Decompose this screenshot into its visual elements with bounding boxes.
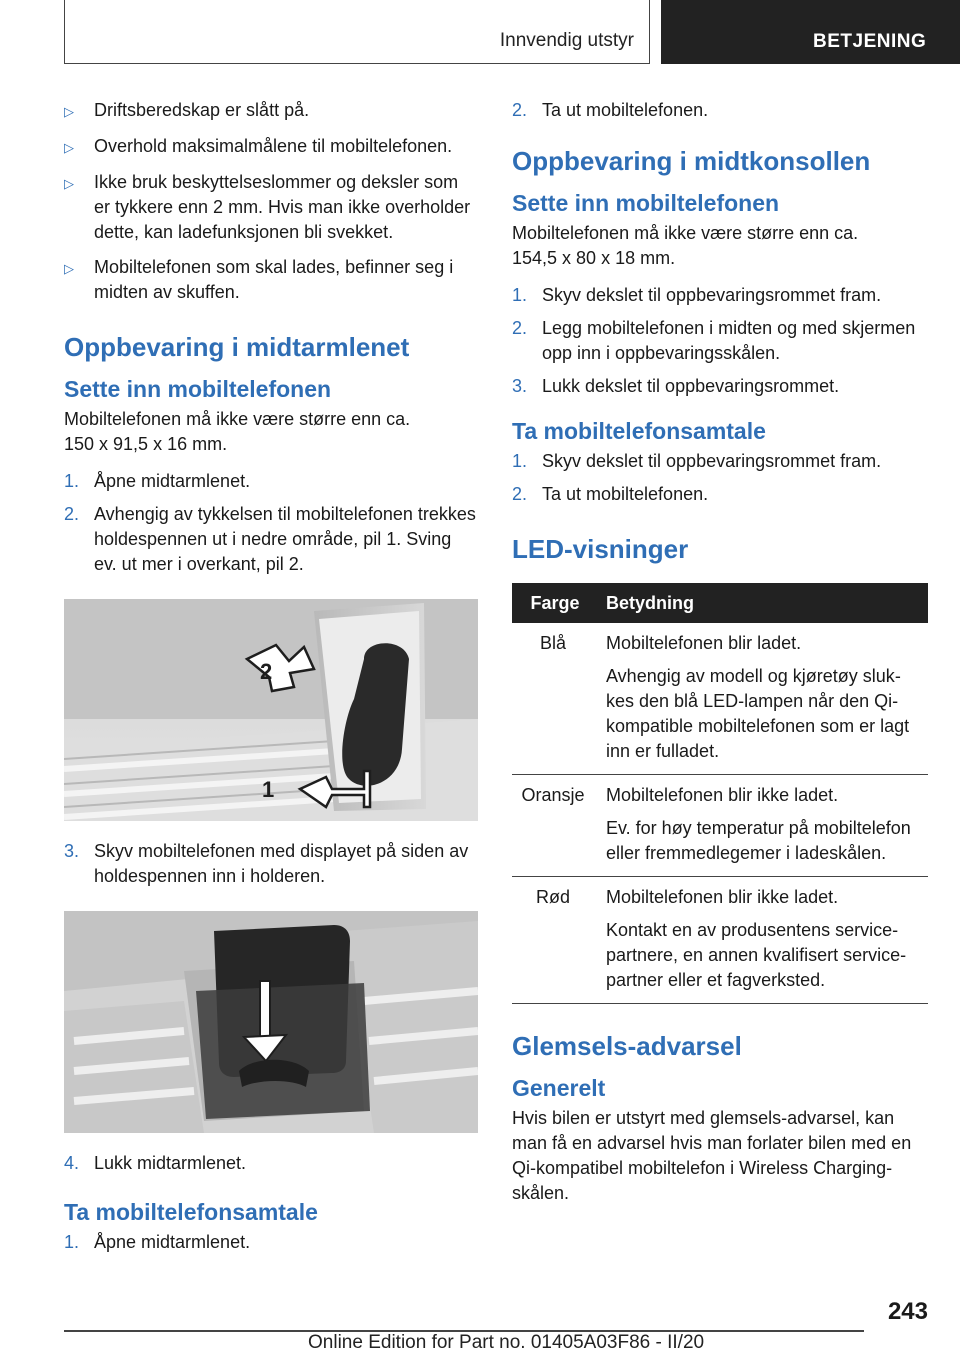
led-table xyxy=(512,583,928,1004)
heading-phone-call: Ta mobiltelefonsamtale xyxy=(512,418,766,444)
heading-center-console: Oppbevaring i midtkonsollen xyxy=(512,146,871,176)
list-item: ▷ Overhold maksimalmålene til mobiltelefonen. xyxy=(64,134,478,160)
color-cell: Blå xyxy=(512,623,598,775)
armrest-holder-figure xyxy=(64,599,478,821)
size-note: Mobiltelefonen må ikke være større enn ca. 154,5 x 80 x 18 mm. xyxy=(512,223,859,268)
chapter-label: BETJENING xyxy=(813,31,927,52)
step-item: 2. Avhengig av tykkelsen til mobiltelefonen trekkes holdespennen ut i nedre område, pil 1. Sving ev. ut mer i overkant, pil 2. xyxy=(64,504,476,574)
column-header-meaning: Betydning xyxy=(598,583,928,623)
triangle-bullet-icon: ▷ xyxy=(64,176,74,191)
color-cell: Rød xyxy=(512,877,598,1004)
meaning-cell: Mobiltelefonen blir ikke ladet. Kontakt en av produsentens servicepartnere, en annen kvalifisert servicepartner eller et fagverksted. xyxy=(598,877,928,1004)
left-column xyxy=(64,98,478,1263)
right-column xyxy=(512,98,928,1218)
arrow-label-2: 2 xyxy=(260,659,273,684)
meaning-cell: Mobiltelefonen blir ikke ladet. Ev. for høy temperatur på mobiltelefon eller fremmedlegemer i ladeskålen. xyxy=(598,775,928,877)
meaning-cell: Mobiltelefonen blir ladet. Avhengig av modell og kjøretøy slukkes den blå LED-lampen når den Qi-kompatible mobiltelefonen som er lagt inn er fulladet. xyxy=(598,623,928,775)
heading-general: Generelt xyxy=(512,1075,606,1101)
heading-led: LED-visninger xyxy=(512,534,689,564)
arrow-label-1: 1 xyxy=(262,777,275,802)
table-header-row xyxy=(512,583,928,623)
heading-armrest: Oppbevaring i midtarmlenet xyxy=(64,332,410,362)
triangle-bullet-icon: ▷ xyxy=(64,261,74,276)
header-chapter-tab xyxy=(661,0,960,64)
heading-phone-call: Ta mobiltelefonsamtale xyxy=(64,1199,318,1225)
step-item: 3. Lukk dekslet til oppbevaringsrommet. xyxy=(512,376,840,396)
column-header-color: Farge xyxy=(512,583,598,623)
header-section-title: Innvendig utstyr xyxy=(499,30,634,51)
page-number: 243 xyxy=(887,1298,928,1325)
table-row xyxy=(512,623,928,775)
heading-insert-phone: Sette inn mobiltelefonen xyxy=(512,190,780,216)
table-row xyxy=(512,877,928,1004)
heading-insert-phone: Sette inn mobiltelefonen xyxy=(64,376,332,402)
phone-holder-illustration xyxy=(64,911,478,1133)
list-item: ▷ Driftsberedskap er slått på. xyxy=(64,98,478,124)
bullet-list xyxy=(64,98,478,305)
step-item: 3. Skyv mobiltelefonen med displayet på siden av holdespennen inn i holderen. xyxy=(64,841,469,886)
size-note: Mobiltelefonen må ikke være større enn ca. 150 x 91,5 x 16 mm. xyxy=(64,409,411,454)
triangle-bullet-icon: ▷ xyxy=(64,140,74,155)
step-item: 1. Åpne midtarmlenet. xyxy=(64,471,251,491)
color-cell: Oransje xyxy=(512,775,598,877)
step-item: 2. Ta ut mobiltelefonen. xyxy=(512,484,709,504)
step-item: 1. Skyv dekslet til oppbevaringsrommet fram. xyxy=(512,285,882,305)
phone-insert-figure xyxy=(64,911,478,1133)
heading-forget-warning: Glemsels-advarsel xyxy=(512,1031,742,1061)
table-row xyxy=(512,775,928,877)
triangle-bullet-icon: ▷ xyxy=(64,104,74,119)
step-item: 2. Ta ut mobiltelefonen. xyxy=(512,100,709,120)
edition-note: Online Edition for Part no. 01405A03F86 - II/20 xyxy=(308,1332,705,1353)
forget-warning-text: Hvis bilen er utstyrt med glemsels-advarsel, kan man få en advarsel hvis man forlater bilen med en Qi-kompatibel mobiltelefon i Wireless Charging-skålen. xyxy=(512,1108,912,1203)
page-header xyxy=(0,0,960,66)
step-item: 2. Legg mobiltelefonen i midten og med skjermen opp inn i oppbevaringsskålen. xyxy=(512,318,916,363)
armrest-illustration xyxy=(64,599,478,821)
step-item: 1. Åpne midtarmlenet. xyxy=(64,1232,251,1252)
step-item: 1. Skyv dekslet til oppbevaringsrommet fram. xyxy=(512,451,882,471)
list-item: ▷ Ikke bruk beskyttelseslommer og deksler som er tykkere enn 2 mm. Hvis man ikke overholder dette, kan ladefunksjonen bli svekket. xyxy=(64,170,478,245)
step-item: 4. Lukk midtarmlenet. xyxy=(64,1153,247,1173)
list-item: ▷ Mobiltelefonen som skal lades, befinner seg i midten av skuffen. xyxy=(64,255,478,305)
